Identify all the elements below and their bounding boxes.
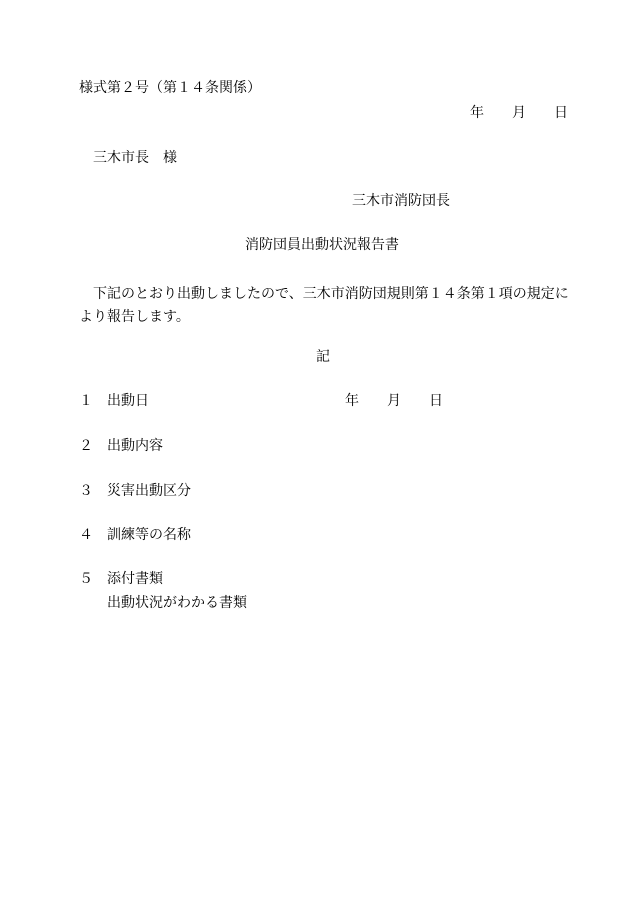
date-month-label: 月 bbox=[512, 105, 526, 121]
date-year-label: 年 bbox=[470, 105, 484, 121]
dispatch-month-label: 月 bbox=[387, 393, 401, 409]
ki-heading: 記 bbox=[316, 349, 330, 365]
form-number: 様式第２号（第１４条関係） bbox=[79, 80, 261, 96]
item-number: １ bbox=[79, 393, 93, 409]
item-number: ２ bbox=[79, 438, 93, 454]
item-label-disaster-category: 災害出動区分 bbox=[107, 483, 191, 499]
attachment-description: 出動状況がわかる書類 bbox=[107, 595, 247, 611]
report-date bbox=[470, 106, 568, 120]
item-label-dispatch-content: 出動内容 bbox=[107, 438, 163, 454]
item-label-training-name: 訓練等の名称 bbox=[107, 527, 191, 543]
item-number: ３ bbox=[79, 483, 93, 499]
document-title: 消防団員出動状況報告書 bbox=[245, 237, 399, 253]
item-number: ４ bbox=[79, 527, 93, 543]
dispatch-year-label: 年 bbox=[345, 393, 359, 409]
item-number: ５ bbox=[79, 571, 93, 587]
recipient: 三木市長 様 bbox=[93, 150, 177, 166]
item-label-attachments: 添付書類 bbox=[107, 571, 163, 587]
sender: 三木市消防団長 bbox=[352, 193, 450, 209]
date-day-label: 日 bbox=[554, 105, 568, 121]
body-paragraph: 下記のとおり出動しましたので、三木市消防団規則第１４条第１項の規定により報告します。 bbox=[79, 286, 569, 325]
dispatch-day-label: 日 bbox=[429, 393, 443, 409]
item-label-dispatch-date: 出動日 bbox=[107, 393, 149, 409]
dispatch-date-field bbox=[345, 394, 443, 408]
